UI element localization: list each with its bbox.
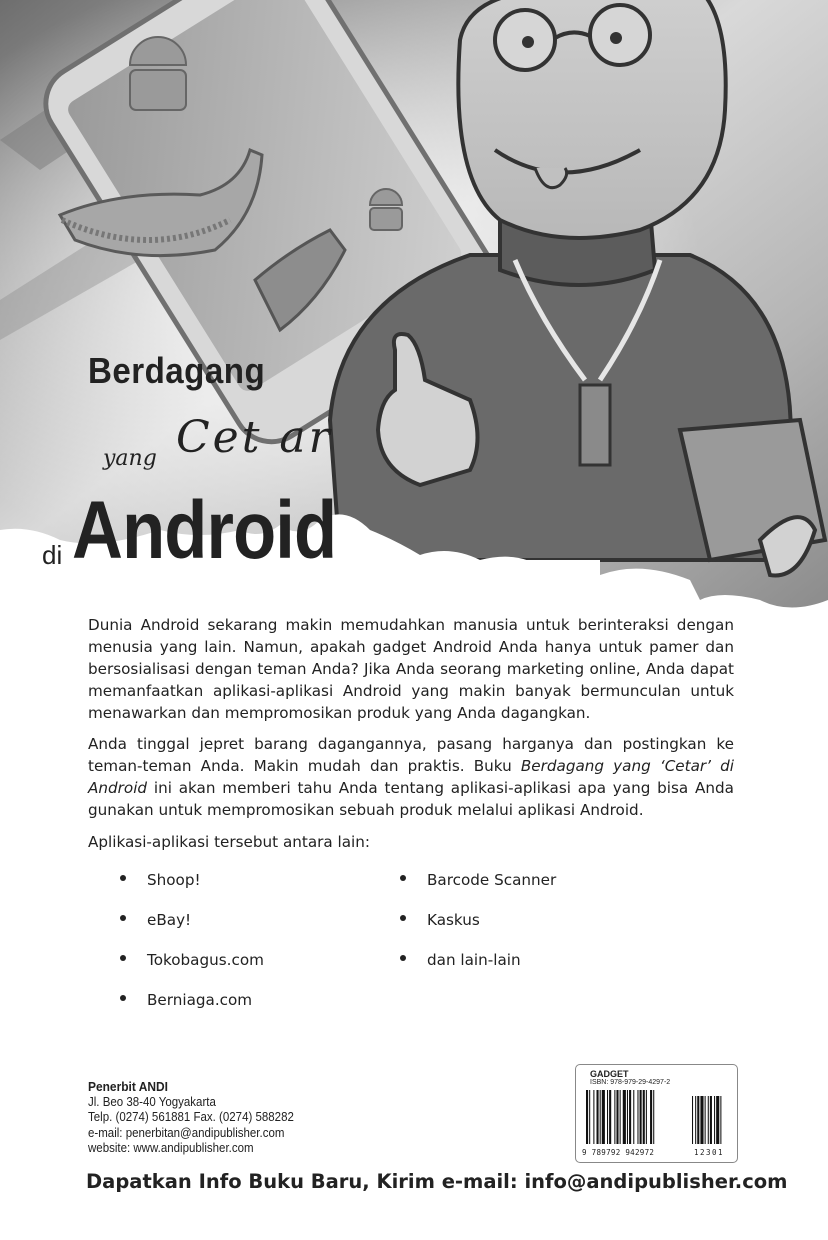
apps-list-right — [400, 862, 556, 982]
barcode-bar — [620, 1090, 621, 1144]
barcode-bar — [616, 1090, 618, 1144]
title-yang: yang — [103, 446, 157, 471]
barcode-category: GADGET — [590, 1069, 629, 1079]
barcode-addon-bar — [700, 1096, 703, 1144]
p2-text-b: ini akan memberi tahu Anda tentang aplikasi-aplikasi apa yang bisa Anda gunakan untuk mempromosikan sebuah produk melalui aplikasi Android. — [88, 779, 734, 819]
list-item: Tokobagus.com — [120, 942, 264, 982]
barcode-isbn: ISBN: 978-979-29-4297-2 — [590, 1079, 671, 1086]
barcode-bar — [589, 1090, 590, 1144]
p2-text-a: Anda tinggal jepret barang dagangannya, pasang harganya dan postingkan ke teman-teman Anda. Makin mudah dan praktis. Buku — [88, 735, 734, 775]
description-paragraph-1: Dunia Android sekarang makin memudahkan manusia untuk berinteraksi dengan menusia yang lain. Namun, apakah gadget Android Anda hanya untuk pamer dan bersosialisasi dengan teman Anda? Jika Anda seorang marketing online, Anda dapat memanfaatkan aplikasi-aplikasi Android yang makin banyak bermunculan untuk menawarkan dan mempromosikan produk yang Anda dagangkan. — [88, 616, 734, 722]
barcode-bar — [650, 1090, 652, 1144]
barcode-bar — [629, 1090, 631, 1144]
title-di: di — [42, 540, 63, 570]
list-item: Barcode Scanner — [400, 862, 556, 902]
barcode-addon-bar — [708, 1096, 709, 1144]
barcode-bar — [633, 1090, 634, 1144]
list-item: dan lain-lain — [400, 942, 556, 982]
barcode-bar — [607, 1090, 608, 1144]
barcode-bar — [653, 1090, 654, 1144]
barcode-bar — [586, 1090, 588, 1144]
barcode-addon-bar — [692, 1096, 693, 1144]
barcode-bars — [584, 1090, 730, 1148]
footer-info-line: Dapatkan Info Buku Baru, Kirim e-mail: info@andipublisher.com — [86, 1170, 788, 1193]
description-paragraph-2 — [88, 733, 734, 821]
publisher-info — [88, 1079, 294, 1157]
barcode-addon-bar — [705, 1096, 706, 1144]
book-title-italic: Berdagang yang ‘Cetar’ di Android — [88, 757, 734, 797]
list-item: Kaskus — [400, 902, 556, 942]
barcode-bar — [640, 1090, 642, 1144]
barcode-bar — [637, 1090, 638, 1144]
apps-list-left — [120, 862, 264, 1022]
barcode-bar — [609, 1090, 611, 1144]
barcode-addon: 12301 — [694, 1148, 725, 1157]
publisher-address: Jl. Beo 38-40 Yogyakarta — [88, 1094, 216, 1109]
barcode-addon-bar — [714, 1096, 715, 1144]
list-item: Shoop! — [120, 862, 264, 902]
barcode-bar — [597, 1090, 599, 1144]
publisher-email: e-mail: penerbitan@andipublisher.com — [88, 1125, 285, 1140]
barcode-bar — [627, 1090, 628, 1144]
publisher-name: Penerbit ANDI — [88, 1079, 168, 1094]
list-item: Berniaga.com — [120, 982, 264, 1022]
title-android: Android — [72, 485, 337, 576]
barcode-addon-bar — [697, 1096, 699, 1144]
isbn-barcode — [575, 1064, 738, 1163]
title-berdagang: Berdagang — [88, 350, 266, 391]
title-cetar: Cet ar — [176, 412, 333, 463]
barcode-bar — [614, 1090, 615, 1144]
publisher-website: website: www.andipublisher.com — [88, 1141, 254, 1155]
barcode-addon-bar — [720, 1096, 721, 1144]
barcode-bar — [646, 1090, 647, 1144]
publisher-phone: Telp. (0274) 561881 Fax. (0274) 588282 — [88, 1110, 294, 1124]
barcode-bar — [643, 1090, 645, 1144]
barcode-addon-bar — [710, 1096, 712, 1144]
barcode-bar — [623, 1090, 626, 1144]
barcode-addon-bar — [716, 1096, 719, 1144]
barcode-bar — [593, 1090, 594, 1144]
description-paragraph-3: Aplikasi-aplikasi tersebut antara lain: — [88, 833, 371, 851]
list-item: eBay! — [120, 902, 264, 942]
barcode-digits: 9 789792 942972 — [582, 1148, 655, 1157]
barcode-addon-bar — [695, 1096, 696, 1144]
barcode-bar — [602, 1090, 605, 1144]
barcode-bar — [600, 1090, 601, 1144]
